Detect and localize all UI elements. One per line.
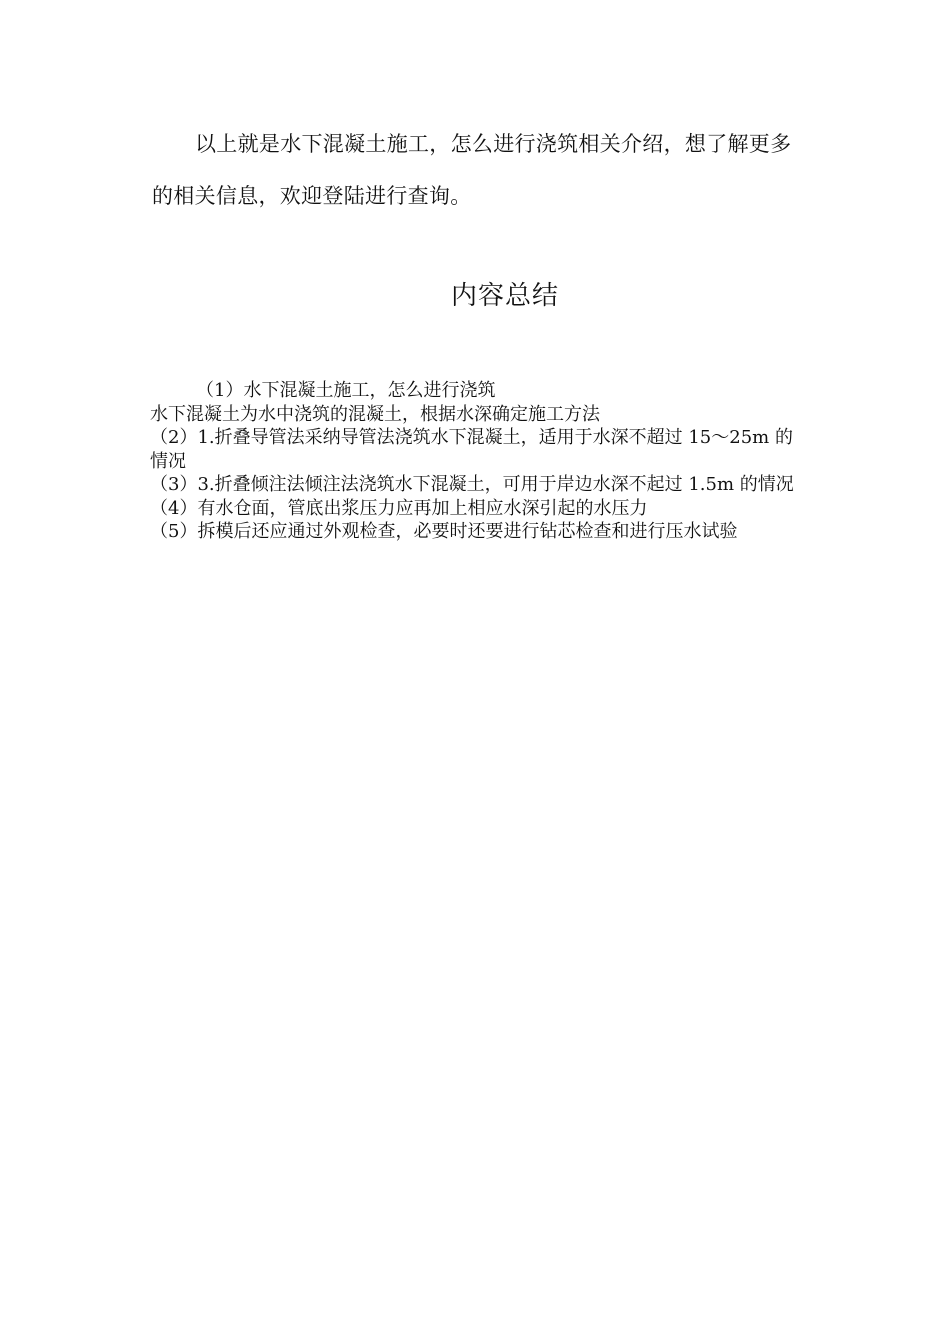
summary-line-5: （4）有水仓面，管底出浆压力应再加上相应水深引起的水压力 — [150, 497, 648, 519]
summary-line-3: （2）1.折叠导管法采纳导管法浇筑水下混凝土，适用于水深不超过 15～25m 的情况 — [150, 427, 793, 472]
summary-heading: 内容总结 — [450, 281, 559, 311]
summary-list — [150, 379, 798, 544]
summary-line-1: （1）水下混凝土施工，怎么进行浇筑 — [196, 380, 496, 401]
summary-line-4: （3）3.折叠倾注法倾注法浇筑水下混凝土，可用于岸边水深不起过 1.5m 的情况 — [150, 474, 794, 495]
summary-line-6: （5）拆模后还应通过外观检查，必要时还要进行钻芯检查和进行压水试验 — [150, 521, 738, 542]
summary-line-2: 水下混凝土为水中浇筑的混凝土，根据水深确定施工方法 — [150, 403, 600, 425]
intro-paragraph: 以上就是水下混凝土施工，怎么进行浇筑相关介绍，想了解更多的相关信息，欢迎登陆进行查询。 — [152, 132, 792, 208]
